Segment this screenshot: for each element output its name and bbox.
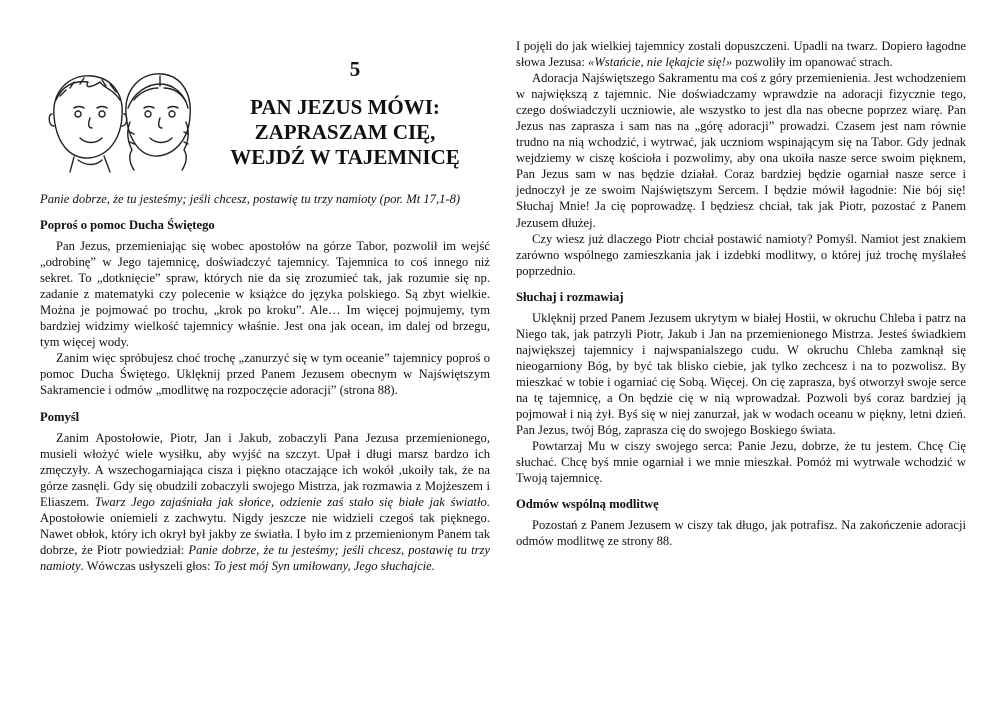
paragraph: Pan Jezus, przemieniając się wobec apostołów na górze Tabor, pozwolił im wejść „odrobinę” w Jego tajemnicę, doświadczyć tajemnicy. Tajemnica to coś innego niż sekret. To „dotknięcie” spraw, których nie da się zrozumieć tak, jak rozumie się np. zadanie z matematyki czy polecenie w książce do języka polskiego. Są zbyt wielkie. Można je pojmować po trochu, „krok po kroku”. Ale… Im więcej pojmujemy, tym bardziej widzimy wielkość tajemnicy właśnie. Jest ona jak ocean, im dalej od brzegu, tym więcej wody.: [40, 239, 490, 350]
chapter-title-line: WEJDŹ W TAJEMNICĘ: [230, 145, 460, 169]
chapter-title-line: ZAPRASZAM CIĘ,: [254, 120, 436, 144]
section-heading-think: Pomyśl: [40, 409, 80, 424]
paragraph: Czy wiesz już dlaczego Piotr chciał postawić namioty? Pomyśl. Namiot jest znakiem zarówno wspólnego zamieszkania jak i izdebki modlitwy, o której już trochę myślałeś poprzednio.: [516, 231, 966, 278]
text-run: I pojęli do jak wielkiej tajemnicy zostali dopuszczeni. Upadli na twarz. Dopiero łagodne słowa Jezusa:: [516, 39, 966, 70]
paragraph: Powtarzaj Mu w ciszy swojego serca: Panie Jezu, dobrze, że tu jestem. Chcę Cię słuchać. Chcę byś mnie ogarniał i we mnie mieszkał. Pomóż mi wytrwale wchodzić w Twoją tajemnicę.: [516, 439, 966, 486]
paragraph-continuation: [516, 38, 966, 70]
section-heading-holy-spirit: Poproś o pomoc Ducha Świętego: [40, 218, 215, 233]
chapter-number: 5: [349, 57, 361, 81]
text-run: Zanim Apostołowie, Piotr, Jan i Jakub, zobaczyli Pana Jezusa przemienionego, musieli włożyć wiele wysiłku, aby wyjść na szczyt. Upał i długi marsz bardzo ich zmęczyły. A wszechogarniająca cisza i piękno otaczające ich wokół ,ukoiły tak, że na górze zasnęli. Gdy się obudzili zobaczyli swojego Mistrza, jak rozmawia z Mojżeszem i Eliaszem.: [40, 430, 490, 509]
italic-quote: Panie dobrze, że tu jesteśmy; jeśli chcesz, postawię tu trzy namioty: [40, 542, 490, 573]
chapter-motto: Panie dobrze, że tu jesteśmy; jeśli chcesz, postawię tu trzy namioty (por. Mt 17,1-8): [40, 192, 461, 206]
left-column: [40, 0, 490, 574]
paragraph: Pozostań z Panem Jezusem w ciszy tak długo, jak potrafisz. Na zakończenie adoracji odmów modlitwę ze strony 88.: [516, 518, 966, 549]
italic-quote: Twarz Jego zajaśniała jak słońce, odzienie zaś stało się białe jak światło.: [94, 494, 490, 509]
paragraph: Zanim więc spróbujesz choć trochę „zanurzyć się w tym oceanie” tajemnicy poproś o pomoc Ducha Świętego. Uklęknij przed Panem Jezusem obecnym w Najświętszym Sakramencie i odmów „modlitwę na rozpoczęcie adoracji” (strona 88).: [40, 351, 490, 398]
paragraph: Adoracja Najświętszego Sakramentu ma coś z góry przemienienia. Jest wchodzeniem w największą z tajemnic. Nie doświadczamy wprawdzie na adoracji fizycznie tego, czego doświadczyli uczniowie, ale wszystko to jest dla nas obecne poprzez wiarę. Pan Jezus nas zaprasza i sam nas na „górę adoracji” prowadzi. Czasem jest nam równie trudno na nią wchodzić, i wytrwać, jak uczniom wspinającym się na Tabor. Gdy jednak wejdziemy w ciszę kościoła i pozwolimy, aby ona ukoiła nasze serce swoim pięknem, Pan Jezus sam w nas będzie działał. Coraz bardziej będzie ogarniał nasze serce i jednoczył je ze swoim Najświętszym Sercem. I będzie mówił łagodnie: Nie bój się! Słuchaj Mnie! Ja cię poprowadzę. I będziesz chciał, tak jak Piotr, pozostać z Panem Jezusem dłużej.: [516, 71, 966, 230]
chapter-title-line: PAN JEZUS MÓWI:: [250, 95, 440, 119]
chapter-header: [40, 0, 490, 185]
italic-quote: To jest mój Syn umiłowany, Jego słuchajcie.: [213, 558, 435, 573]
text-run: . Wówczas usłyszeli głos:: [80, 558, 214, 573]
chapter-title: [200, 95, 490, 170]
children-illustration: [44, 56, 194, 174]
paragraph: Uklęknij przed Panem Jezusem ukrytym w białej Hostii, w okruchu Chleba i patrz na Niego tak, jak patrzyli Piotr, Jakub i Jan na przemienionego Mistrza. Jesteś świadkiem największej tajemnicy i najwspanialszego cudu. W okruchu Chleba zamknął się nieogarniony Bóg, by być tak blisko ciebie, jak tylko zechcesz i na to pozwolisz. By mieszkać w tobie i ogarniać cię Sobą. Więcej. On cię zaprasza, byś otworzył swoje serce na tę tajemnicę, a On będzie cię w nią wprowadzał. Pozwoli byś coraz bardziej ją pojmował i nią żył. Byś się w niej zanurzał, jak w wodach oceanu w piękny, letni dzień. Pan Jezus, twój Bóg, zaprasza cię do swojego Boskiego świata.: [516, 310, 966, 438]
paragraph-transfiguration: [40, 430, 490, 574]
section-heading-listen: Słuchaj i rozmawiaj: [516, 289, 624, 304]
text-run: Apostołowie oniemieli z zachwytu. Nigdy jeszcze nie widzieli czegoś tak pięknego. Nawet obłok, który ich okrył był jakby ze światła. I było im z przemienionym Panem tak dobrze, że Piotr powiedział:: [40, 510, 490, 557]
right-column: [516, 38, 966, 549]
italic-quote: «Wstańcie, nie lękajcie się!»: [588, 55, 733, 70]
text-run: pozwoliły im opanować strach.: [732, 55, 893, 70]
section-heading-prayer: Odmów wspólną modlitwę: [516, 497, 659, 512]
